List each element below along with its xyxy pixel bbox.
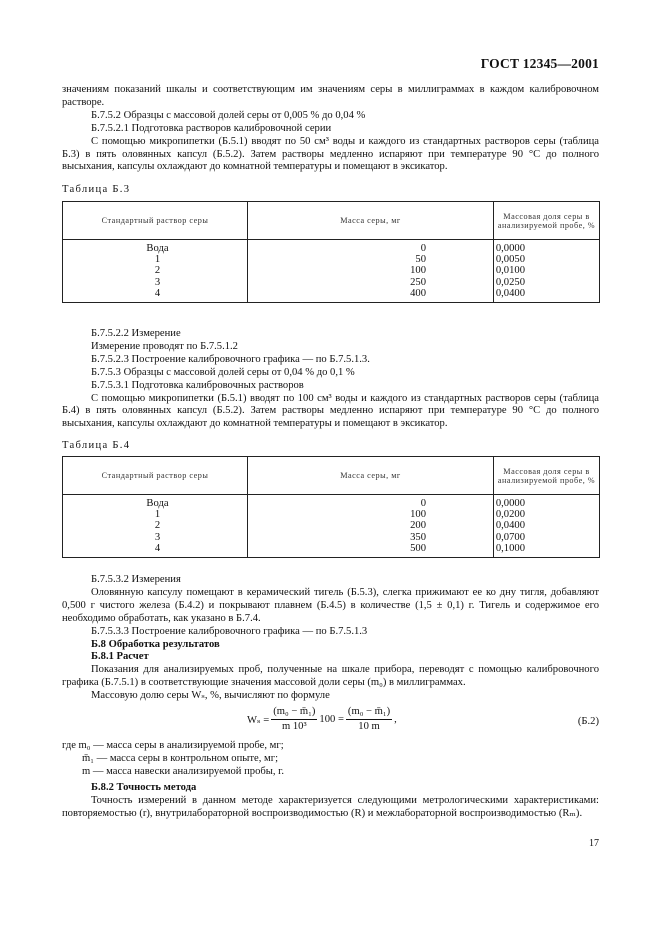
formula-fraction: $\frac{\text{(m₀ − m̄₁)}}{10 m}$ bbox=[347, 706, 391, 732]
paragraph: Б.7.5.3.3 Построение калибровочного графика — по Б.7.5.1.3 bbox=[91, 625, 368, 637]
table-column-mass: 0 50 100 250 400 bbox=[248, 240, 494, 303]
paragraph: Массовую долю серы Wₛ, %, вычисляют по формуле bbox=[91, 690, 330, 702]
paragraph: С помощью микропипетки (Б.5.1) вводят по 50 см³ воды и каждого из стандартных растворов серы (таблица Б.3) в пять оловянных капсул (Б.5.2). Затем растворы медленно испаряют при температуре 90 °С до полного высыхания, капсулы охлаждают до комнатной температуры и помещают в эксикатор. bbox=[62, 135, 599, 173]
bottom-text-block bbox=[62, 574, 599, 703]
formula-tail: , bbox=[394, 714, 397, 725]
table-b4 bbox=[62, 456, 600, 558]
table-header-cell: Масса серы, мг bbox=[248, 457, 494, 495]
formula-definitions bbox=[62, 740, 284, 779]
definition-line: где m₀ — масса серы в анализируемой пробе, мг; bbox=[62, 740, 284, 751]
table-header-cell: Стандартный раствор серы bbox=[63, 202, 248, 240]
formula-mid: 100 = bbox=[319, 714, 344, 725]
formula-b2 bbox=[247, 706, 397, 733]
table-column-mass: 0 100 200 350 500 bbox=[248, 495, 494, 558]
clause-heading: Б.7.5.3 Образцы с массовой долей серы от 0,04 % до 0,1 % bbox=[91, 366, 355, 378]
table-column-fraction: 0,0000 0,0200 0,0400 0,0700 0,1000 bbox=[494, 495, 600, 558]
page-number: 17 bbox=[589, 838, 599, 849]
table-b4-caption: Таблица Б.4 bbox=[62, 440, 131, 451]
clause-heading: Б.7.5.3.1 Подготовка калибровочных растворов bbox=[91, 379, 304, 391]
document-header: ГОСТ 12345—2001 bbox=[480, 56, 599, 71]
section-heading: Б.8.1 Расчет bbox=[91, 651, 149, 663]
section-heading: Б.8 Обработка результатов bbox=[91, 638, 220, 650]
formula-lhs: Wₛ = bbox=[247, 714, 270, 726]
clause-heading: Б.7.5.2.2 Измерение bbox=[91, 328, 181, 339]
accuracy-section bbox=[62, 782, 599, 821]
table-header-cell: Массовая доля серы в анализируемой пробе, % bbox=[494, 202, 600, 240]
table-column-fraction: 0,0000 0,0050 0,0100 0,0250 0,0400 bbox=[494, 240, 600, 303]
paragraph: Точность измерений в данном методе характеризуется следующими метрологическими характеристиками: повторяемостью (r), внутрилабораторной воспроизводимостью (R) и межлабораторной воспроизводимостью (Rₘ). bbox=[62, 794, 599, 819]
table-column-solution: Вода 1 2 3 4 bbox=[63, 495, 248, 558]
clause-heading: Б.7.5.3.2 Измерения bbox=[91, 574, 181, 585]
paragraph: Б.7.5.2.3 Построение калибровочного графика — по Б.7.5.1.3. bbox=[91, 353, 370, 365]
section-heading: Б.8.2 Точность метода bbox=[91, 782, 197, 793]
paragraph: значениям показаний шкалы и соответствующим им значениям серы в миллиграммах в каждом калибровочном растворе. bbox=[62, 84, 599, 108]
table-header-cell: Массовая доля серы в анализируемой пробе, % bbox=[494, 457, 600, 495]
table-header-cell: Масса серы, мг bbox=[248, 202, 494, 240]
mid-text-block bbox=[62, 328, 599, 431]
clause-heading: Б.7.5.2 Образцы с массовой долей серы от 0,005 % до 0,04 % bbox=[91, 109, 366, 121]
formula-fraction: $\frac{\text{(m₀ − m̄₁)}}{\text{m 10³}}$ bbox=[273, 706, 316, 732]
top-text-block bbox=[62, 84, 599, 174]
definition-line: m̄₁ — масса серы в контрольном опыте, мг; bbox=[82, 752, 279, 764]
paragraph: Измерение проводят по Б.7.5.1.2 bbox=[91, 340, 238, 352]
paragraph: Показания для анализируемых проб, полученные на шкале прибора, переводят с помощью калибровочного графика (Б.7.5.1) в соответствующие значения массовой доли серы (m₀) в миллиграммах. bbox=[62, 664, 599, 689]
table-b3 bbox=[62, 201, 600, 303]
paragraph: С помощью микропипетки (Б.5.1) вводят по 100 см³ воды и каждого из стандартных растворов серы (таблица Б.4) в пять оловянных капсул (Б.5.2). Затем растворы медленно испаряют при температуре 90 °С до полного высыхания, капсулы охлаждают до комнатной температуры и помещают в эксикатор. bbox=[62, 392, 599, 430]
clause-heading: Б.7.5.2.1 Подготовка растворов калибровочной серии bbox=[91, 122, 332, 134]
table-header-cell: Стандартный раствор серы bbox=[63, 457, 248, 495]
formula-number: (Б.2) bbox=[577, 716, 599, 727]
paragraph: Оловянную капсулу помещают в керамический тигель (Б.5.3), слегка прижимают ее ко дну тигля, добавляют 0,500 г чистого железа (Б.4.2) и покрывают плавнем (Б.4.5) в количестве (1,5 ± 0,1) г. Тигель и содержимое его необходимо обработать, как указано в Б.7.4. bbox=[62, 586, 599, 624]
definition-line: m — масса навески анализируемой пробы, г. bbox=[82, 765, 284, 777]
table-column-solution: Вода 1 2 3 4 bbox=[63, 240, 248, 303]
table-b3-caption: Таблица Б.3 bbox=[62, 184, 131, 195]
